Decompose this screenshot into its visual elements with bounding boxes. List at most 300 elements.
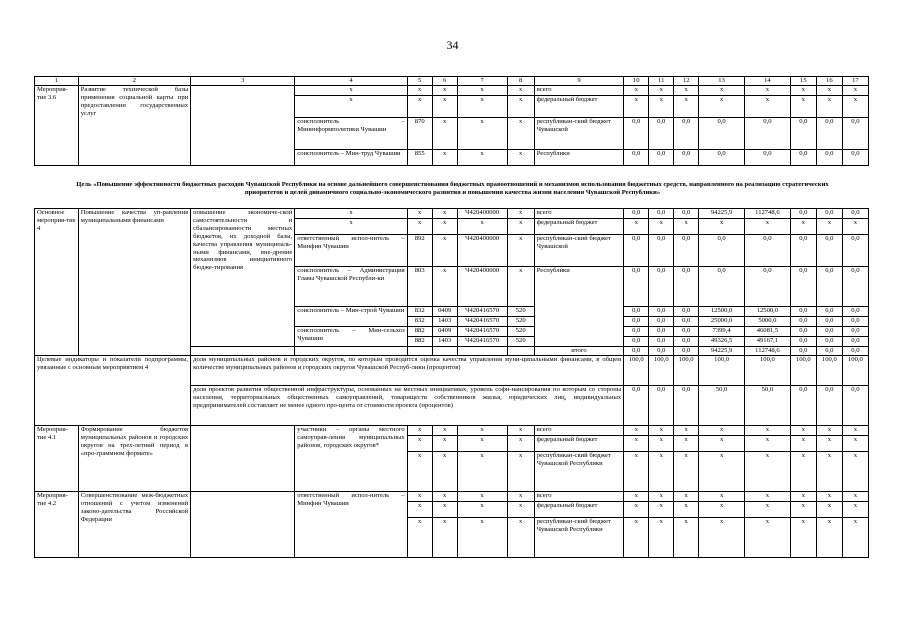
value-cell: 0,0 (674, 307, 699, 317)
value-cell: х (745, 96, 791, 118)
column-number: 13 (699, 77, 745, 86)
value-cell: х (624, 501, 649, 517)
code-cell: 520 (507, 327, 534, 337)
value-cell: х (790, 96, 816, 118)
code-cell: х (432, 451, 457, 491)
value-cell: 0,0 (842, 347, 868, 356)
blank-cell (191, 425, 295, 491)
value-cell: 0,0 (674, 118, 699, 150)
value-cell: 0,0 (674, 209, 699, 219)
value-cell: х (624, 86, 649, 96)
code-cell: х (432, 435, 457, 451)
value-cell: 100,0 (649, 355, 674, 385)
value-cell: 7399,4 (699, 327, 745, 337)
column-number: 7 (457, 77, 507, 86)
column-number: 6 (432, 77, 457, 86)
value-cell: 49326,5 (699, 337, 745, 347)
value-cell: 0,0 (674, 267, 699, 307)
value-cell: х (674, 219, 699, 235)
code-cell: х (507, 435, 534, 451)
value-cell: 0,0 (649, 337, 674, 347)
value-cell: 0,0 (624, 337, 649, 347)
value-cell: х (674, 425, 699, 435)
source-cell: федеральный бюджет (534, 219, 624, 235)
code-cell: х (432, 219, 457, 235)
code-cell: х (432, 96, 457, 118)
code-cell: х (407, 209, 432, 219)
code-cell: х (407, 219, 432, 235)
value-cell: х (745, 86, 791, 96)
blank-cell (191, 347, 295, 356)
value-cell: 0,0 (624, 317, 649, 327)
column-number: 15 (790, 77, 816, 86)
executor-cell: соисполнитель – Мин-труд Чувашии (295, 150, 407, 166)
value-cell: 0,0 (699, 150, 745, 166)
source-cell: всего (534, 86, 624, 96)
column-number: 16 (816, 77, 842, 86)
value-cell: 0,0 (816, 347, 842, 356)
value-cell: 0,0 (674, 385, 699, 425)
source-cell: республикан-ский бюджет Чувашской (534, 118, 624, 150)
code-cell: х (457, 86, 507, 96)
value-cell: 0,0 (842, 209, 868, 219)
value-cell: х (816, 425, 842, 435)
value-cell: х (790, 425, 816, 435)
code-cell: х (432, 209, 457, 219)
code-cell: х (507, 491, 534, 501)
value-cell: х (745, 425, 791, 435)
value-cell: 0,0 (649, 347, 674, 356)
code-cell: х (432, 517, 457, 557)
table-row (35, 425, 869, 435)
value-cell: х (649, 501, 674, 517)
value-cell: 100,0 (816, 355, 842, 385)
column-number: 4 (295, 77, 407, 86)
value-cell: 0,0 (816, 317, 842, 327)
value-cell: 0,0 (842, 150, 868, 166)
measure-name: Развитие технической базы применения социальной карты при предоставлении государственных услуг (78, 86, 190, 166)
measure-description: повышение экономиче-ской самостоятельности и сбалансированности местных бюджетов, их доходной базы, качества управления муниципаль-ными финансами, вне-дрение механизмов инициативного бюдже-тирования (191, 209, 295, 347)
source-cell: федеральный бюджет (534, 435, 624, 451)
value-cell: 49167,1 (745, 337, 791, 347)
value-cell: 0,0 (745, 118, 791, 150)
value-cell: х (649, 451, 674, 491)
table-row (35, 86, 869, 96)
code-cell: х (457, 219, 507, 235)
code-cell: х (507, 517, 534, 557)
code-cell: х (457, 491, 507, 501)
value-cell: х (699, 435, 745, 451)
value-cell: 0,0 (745, 267, 791, 307)
value-cell: 0,0 (649, 317, 674, 327)
value-cell: 0,0 (674, 327, 699, 337)
header-row (35, 77, 869, 86)
measure-label: Основное мероприя-тие 4 (35, 209, 79, 356)
value-cell: 0,0 (624, 118, 649, 150)
value-cell: х (699, 219, 745, 235)
value-cell: 0,0 (649, 307, 674, 317)
value-cell: х (842, 491, 868, 501)
value-cell: 0,0 (624, 267, 649, 307)
value-cell: х (842, 501, 868, 517)
value-cell: 0,0 (790, 317, 816, 327)
value-cell: 0,0 (674, 317, 699, 327)
value-cell: 94225,9 (699, 209, 745, 219)
column-number: 2 (78, 77, 190, 86)
value-cell: 0,0 (745, 235, 791, 267)
value-cell: 0,0 (816, 385, 842, 425)
code-cell: х (457, 451, 507, 491)
value-cell: 0,0 (699, 118, 745, 150)
code-cell: х (457, 517, 507, 557)
value-cell: 0,0 (674, 235, 699, 267)
code-cell: х (432, 491, 457, 501)
value-cell: х (842, 517, 868, 557)
value-cell: 50,0 (745, 385, 791, 425)
value-cell: х (790, 219, 816, 235)
value-cell: х (699, 517, 745, 557)
value-cell: 0,0 (699, 267, 745, 307)
source-cell: всего (534, 491, 624, 501)
value-cell: 0,0 (816, 307, 842, 317)
blank-cell (191, 86, 295, 166)
source-cell: федеральный бюджет (534, 501, 624, 517)
value-cell: х (816, 435, 842, 451)
column-number: 12 (674, 77, 699, 86)
value-cell: 100,0 (624, 355, 649, 385)
value-cell: 0,0 (649, 267, 674, 307)
value-cell: 12500,0 (699, 307, 745, 317)
code-cell: Ч420416570 (457, 337, 507, 347)
value-cell: 46081,5 (745, 327, 791, 337)
value-cell: 112748,6 (745, 209, 791, 219)
value-cell: х (816, 96, 842, 118)
value-cell: 0,0 (790, 327, 816, 337)
value-cell: 0,0 (674, 337, 699, 347)
value-cell: х (790, 86, 816, 96)
value-cell: 0,0 (745, 150, 791, 166)
code-cell: 882 (407, 337, 432, 347)
column-number: 8 (507, 77, 534, 86)
value-cell: х (674, 451, 699, 491)
measure-name: Повышение качества уп-равления муниципальными финансами (78, 209, 190, 356)
code-cell: х (457, 96, 507, 118)
column-number: 1 (35, 77, 79, 86)
code-cell: х (407, 501, 432, 517)
source-cell: республикан-ский бюджет Чувашской (534, 235, 624, 267)
measure-label: Мероприя-тие 3.6 (35, 86, 79, 166)
indicator-text: доля проектов развития общественной инфраструктуры, основанных на местных инициативах, уровень софи-нансирования по которым со стороны населения, территориальных общественных самоуправлений, товариществ собственников жилья, юридических лиц, индивидуальных предпринимателей составляет не менее одного про-цента от стоимости проекта (процентов) (191, 385, 624, 425)
code-cell: Ч420416570 (457, 317, 507, 327)
code-cell: Ч420400000 (457, 267, 507, 307)
column-number: 3 (191, 77, 295, 86)
code-cell: х (507, 267, 534, 307)
source-cell: всего (534, 425, 624, 435)
code-cell: х (507, 86, 534, 96)
value-cell: 0,0 (624, 385, 649, 425)
measure-label: Мероприя-тие 4.2 (35, 491, 79, 557)
value-cell: х (649, 86, 674, 96)
column-number: 5 (407, 77, 432, 86)
code-cell: Ч420416570 (457, 327, 507, 337)
value-cell: 0,0 (649, 385, 674, 425)
code-cell: 0409 (432, 307, 457, 317)
code-cell: х (507, 501, 534, 517)
value-cell: х (624, 491, 649, 501)
code-cell: х (507, 425, 534, 435)
executor-cell: х (295, 209, 407, 219)
value-cell: 0,0 (816, 327, 842, 337)
indicator-text: доля муниципальных районов и городских округов, по которым проводится оценка качества управления муни-ципальными финансами, в общем количестве муниципальных районов и городских округов Чувашской Респуб-лики (процентов) (191, 355, 624, 385)
table-top (34, 76, 869, 166)
blank-cell (407, 347, 432, 356)
value-cell: х (624, 517, 649, 557)
value-cell: х (842, 86, 868, 96)
value-cell: 0,0 (624, 347, 649, 356)
total-label: итого (534, 347, 624, 356)
value-cell: х (745, 435, 791, 451)
code-cell: 520 (507, 337, 534, 347)
executor-cell: ответственный испол-нитель – Минфин Чувашии (295, 235, 407, 267)
value-cell: х (790, 501, 816, 517)
column-number: 11 (649, 77, 674, 86)
value-cell: х (674, 501, 699, 517)
value-cell: 0,0 (790, 267, 816, 307)
value-cell: х (699, 425, 745, 435)
code-cell: Ч420400000 (457, 209, 507, 219)
value-cell: 5000,0 (745, 317, 791, 327)
value-cell: 0,0 (790, 337, 816, 347)
blank-cell (432, 347, 457, 356)
code-cell: х (407, 86, 432, 96)
value-cell: 100,0 (790, 355, 816, 385)
value-cell: х (790, 451, 816, 491)
value-cell: х (745, 451, 791, 491)
value-cell: 0,0 (790, 209, 816, 219)
value-cell: х (674, 96, 699, 118)
value-cell: х (816, 501, 842, 517)
value-cell: х (624, 96, 649, 118)
value-cell: х (624, 425, 649, 435)
code-cell: х (407, 451, 432, 491)
code-cell: х (432, 118, 457, 150)
value-cell: х (649, 96, 674, 118)
value-cell: 0,0 (649, 150, 674, 166)
code-cell: х (407, 517, 432, 557)
column-number: 9 (534, 77, 624, 86)
code-cell: 892 (407, 235, 432, 267)
value-cell: х (842, 435, 868, 451)
column-number: 14 (745, 77, 791, 86)
code-cell: х (457, 425, 507, 435)
value-cell: 112748,6 (745, 347, 791, 356)
value-cell: х (816, 451, 842, 491)
code-cell: х (432, 501, 457, 517)
value-cell: 0,0 (790, 118, 816, 150)
source-cell: республикан-ский бюджет Чувашской Республики (534, 517, 624, 557)
value-cell: 0,0 (816, 150, 842, 166)
value-cell: х (745, 501, 791, 517)
value-cell: 0,0 (842, 317, 868, 327)
code-cell: х (407, 96, 432, 118)
value-cell: х (790, 491, 816, 501)
code-cell: х (507, 96, 534, 118)
value-cell: х (745, 219, 791, 235)
value-cell: х (674, 491, 699, 501)
value-cell: 0,0 (816, 337, 842, 347)
source-cell: федеральный бюджет (534, 96, 624, 118)
value-cell: 0,0 (624, 209, 649, 219)
value-cell: 100,0 (745, 355, 791, 385)
value-cell: х (649, 425, 674, 435)
value-cell: 0,0 (816, 235, 842, 267)
value-cell: 25000,0 (699, 317, 745, 327)
value-cell: х (699, 501, 745, 517)
value-cell: 100,0 (674, 355, 699, 385)
code-cell: х (457, 150, 507, 166)
value-cell: х (816, 219, 842, 235)
value-cell: 0,0 (674, 347, 699, 356)
code-cell: х (507, 451, 534, 491)
column-number: 17 (842, 77, 868, 86)
value-cell: 0,0 (790, 235, 816, 267)
code-cell: х (407, 491, 432, 501)
indicator-row (35, 355, 869, 385)
value-cell: 100,0 (699, 355, 745, 385)
value-cell: 0,0 (624, 307, 649, 317)
source-cell: Республики (534, 267, 624, 347)
value-cell: 0,0 (842, 267, 868, 307)
value-cell: 0,0 (842, 327, 868, 337)
measure-label: Мероприя-тие 4.1 (35, 425, 79, 491)
table-row (35, 209, 869, 219)
source-cell: Республики (534, 150, 624, 166)
value-cell: х (816, 491, 842, 501)
value-cell: х (674, 517, 699, 557)
value-cell: 0,0 (624, 150, 649, 166)
value-cell: 0,0 (624, 327, 649, 337)
code-cell: 855 (407, 150, 432, 166)
value-cell: 0,0 (790, 307, 816, 317)
value-cell: х (790, 517, 816, 557)
value-cell: х (699, 96, 745, 118)
code-cell: 882 (407, 327, 432, 337)
value-cell: 0,0 (790, 347, 816, 356)
value-cell: 12500,0 (745, 307, 791, 317)
page-number: 34 (446, 38, 459, 52)
code-cell: 832 (407, 317, 432, 327)
source-cell: всего (534, 209, 624, 219)
code-cell: 520 (507, 307, 534, 317)
measure-name: Формирование бюджетов муниципальных районов и городских округов на трех-летний период в «про-граммном формате» (78, 425, 190, 491)
value-cell: 0,0 (649, 235, 674, 267)
value-cell: 0,0 (816, 267, 842, 307)
blank-cell (457, 347, 507, 356)
value-cell: х (842, 451, 868, 491)
executor-cell: х (295, 219, 407, 235)
code-cell: х (507, 235, 534, 267)
value-cell: х (745, 517, 791, 557)
code-cell: х (507, 219, 534, 235)
code-cell: х (457, 435, 507, 451)
table-row (35, 491, 869, 501)
executor-cell: участники – органы местного самоуправ-ления муниципальных районов, городских округов* (295, 425, 407, 491)
value-cell: 0,0 (816, 209, 842, 219)
blank-cell (507, 347, 534, 356)
value-cell: х (699, 491, 745, 501)
value-cell: 0,0 (842, 235, 868, 267)
executor-cell: соисполнитель – Мин-сельхоз Чувашии (295, 327, 407, 347)
value-cell: 0,0 (790, 385, 816, 425)
value-cell: х (649, 491, 674, 501)
source-cell: республикан-ский бюджет Чувашской Республики (534, 451, 624, 491)
executor-cell: х (295, 86, 407, 96)
code-cell: х (507, 118, 534, 150)
code-cell: х (407, 425, 432, 435)
code-cell: х (432, 425, 457, 435)
value-cell: х (649, 219, 674, 235)
executor-cell: х (295, 96, 407, 118)
table-bottom (34, 208, 869, 558)
value-cell: х (699, 86, 745, 96)
value-cell: 0,0 (816, 118, 842, 150)
value-cell: 0,0 (842, 307, 868, 317)
value-cell: х (745, 491, 791, 501)
code-cell: Ч420400000 (457, 235, 507, 267)
code-cell: х (432, 235, 457, 267)
executor-cell: соисполнитель – Мининформполитики Чувашии (295, 118, 407, 150)
value-cell: х (699, 451, 745, 491)
value-cell: 50,0 (699, 385, 745, 425)
value-cell: х (649, 517, 674, 557)
blank-cell (191, 491, 295, 557)
code-cell: 803 (407, 267, 432, 307)
value-cell: 0,0 (674, 150, 699, 166)
blank-cell (295, 347, 407, 356)
value-cell: х (624, 219, 649, 235)
value-cell: х (674, 86, 699, 96)
value-cell: 0,0 (842, 118, 868, 150)
value-cell: х (842, 425, 868, 435)
value-cell: 0,0 (649, 118, 674, 150)
executor-cell: ответственный испол-нитель – Минфин Чувашии (295, 491, 407, 557)
code-cell: х (457, 118, 507, 150)
code-cell: х (507, 150, 534, 166)
code-cell: х (432, 86, 457, 96)
code-cell: х (432, 267, 457, 307)
value-cell: 0,0 (649, 209, 674, 219)
code-cell: Ч420416570 (457, 307, 507, 317)
column-number: 10 (624, 77, 649, 86)
value-cell: 0,0 (624, 235, 649, 267)
code-cell: 832 (407, 307, 432, 317)
executor-cell: соисполнитель – Мин-строй Чувашии (295, 307, 407, 327)
value-cell: 0,0 (649, 327, 674, 337)
value-cell: х (842, 96, 868, 118)
code-cell: 0409 (432, 327, 457, 337)
code-cell: 1403 (432, 317, 457, 327)
goal-heading: Цель «Повышение эффективности бюджетных расходов Чувашской Республики на основе дальнейшего совершенствования бюджетных правоотношений и механизмов использования бюджетных средств, направленного на реализацию стратегических приоритетов и целей динамичного социально-экономического развития и повышения качества жизни населения Чувашской Республики» (76, 181, 829, 197)
value-cell: 100,0 (842, 355, 868, 385)
value-cell: х (624, 435, 649, 451)
code-cell: х (507, 209, 534, 219)
value-cell: 0,0 (842, 385, 868, 425)
value-cell: 94225,9 (699, 347, 745, 356)
code-cell: х (432, 150, 457, 166)
value-cell: х (842, 219, 868, 235)
measure-name: Совершенствование меж-бюджетных отношений с учетом изменений законо-дательства Российской Федерации (78, 491, 190, 557)
value-cell: х (624, 451, 649, 491)
